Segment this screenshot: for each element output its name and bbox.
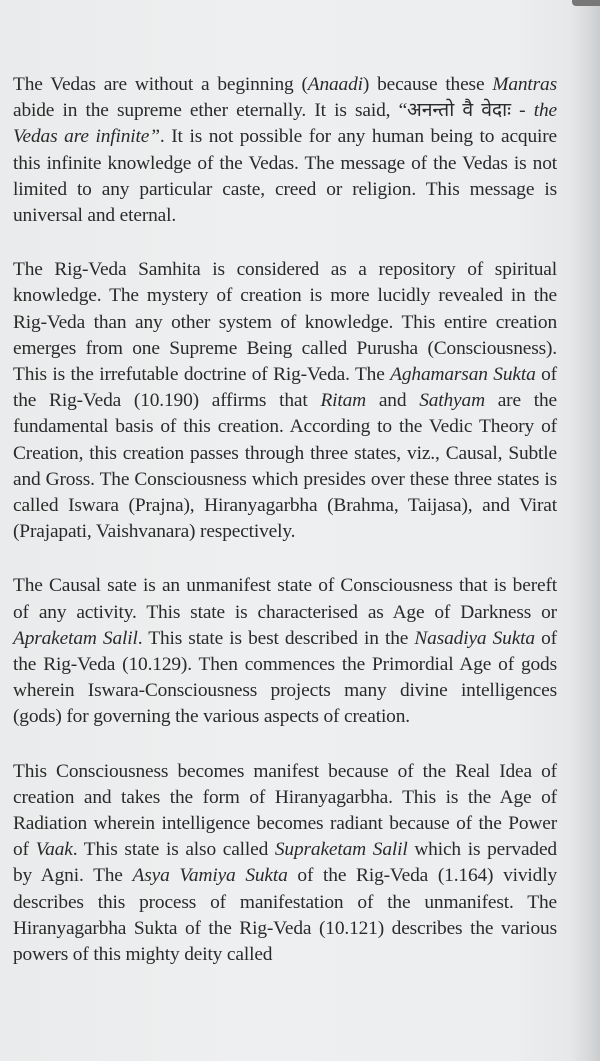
paragraph-causal-state (13, 573, 557, 730)
italic-term: Mantras (492, 74, 557, 95)
italic-term: Apraketam Salil (13, 627, 138, 649)
text-run: ) because these (362, 74, 493, 95)
text-run: The Vedas are without a beginning ( (13, 74, 308, 95)
italic-term: Vaak (35, 839, 73, 861)
page-edge-shadow (570, 0, 600, 1061)
text-run: are the fundamental basis of this creation. According to the Vedic Theory of Creation, this creation passes through three states, viz., Causal, Subtle and Gross. The Consciousness which presides over these three states is called Iswara (Prajna), Hiranyagarbha (Brahma, Taijasa), and Virat (Prajapati, Vaishvanara) respectively. (13, 390, 557, 543)
text-run: The Causal sate is an unmanifest state of Consciousness that is bereft of any activity. This state is characterised as Age of Darkness or (13, 575, 557, 623)
text-run: and (366, 390, 420, 412)
italic-term: Asya Vamiya Sukta (132, 865, 288, 887)
text-run: which is pervaded by Agni. The (13, 839, 557, 887)
italic-term: Nasadiya Sukta (414, 627, 535, 649)
italic-term: Anaadi (307, 74, 363, 95)
text-run: . This state is also called (72, 839, 275, 861)
paragraph-vedas-infinite (13, 72, 557, 229)
text-run: of the Rig-Veda (10.190) affirms that (13, 364, 557, 412)
paragraph-hiranyagarbha (13, 759, 557, 969)
text-run: The Rig-Veda Samhita is considered as a repository of spiritual knowledge. The mystery of creation is more lucidly revealed in the Rig-Veda than any other system of knowledge. This entire creation emerges from one Supreme Being called Purusha (Consciousness). This is the irrefutable doctrine of Rig-Veda. The (13, 259, 557, 386)
text-run: of the Rig-Veda (10.129). Then commences the Primordial Age of gods wherein Iswara-Consciousness projects many divine intelligences (gods) for governing the various aspects of creation. (13, 627, 557, 728)
text-run: of the Rig-Veda (1.164) vividly describes this process of manifestation of the unmanifest. The Hiranyagarbha Sukta of the Rig-Veda (10.121) describes the various powers of this mighty deity called (13, 865, 557, 966)
italic-term: Aghamarsan Sukta (390, 364, 536, 386)
text-run: . It is not possible for any human being to acquire this infinite knowledge of the Vedas. The message of the Vedas is not limited to any particular caste, creed or religion. This message is universal and eternal. (13, 126, 557, 227)
text-run: This Consciousness becomes manifest because of the Real Idea of creation and takes the form of Hiranyagarbha. This is the Age of Radiation wherein intelligence becomes radiant because of the Power of (13, 760, 557, 861)
text-run: . This state is best described in the (137, 627, 415, 649)
paragraph-rig-veda-samhita (13, 257, 557, 545)
italic-term: the Vedas are infinite” (13, 100, 557, 148)
italic-term: Supraketam Salil (274, 839, 408, 861)
text-run: abide in the supreme ether eternally. It is said, “अनन्तो वै वेदाः - (13, 100, 534, 122)
italic-term: Ritam (320, 390, 367, 412)
italic-term: Sathyam (419, 390, 485, 412)
page-corner (572, 0, 600, 6)
book-page (13, 72, 557, 996)
